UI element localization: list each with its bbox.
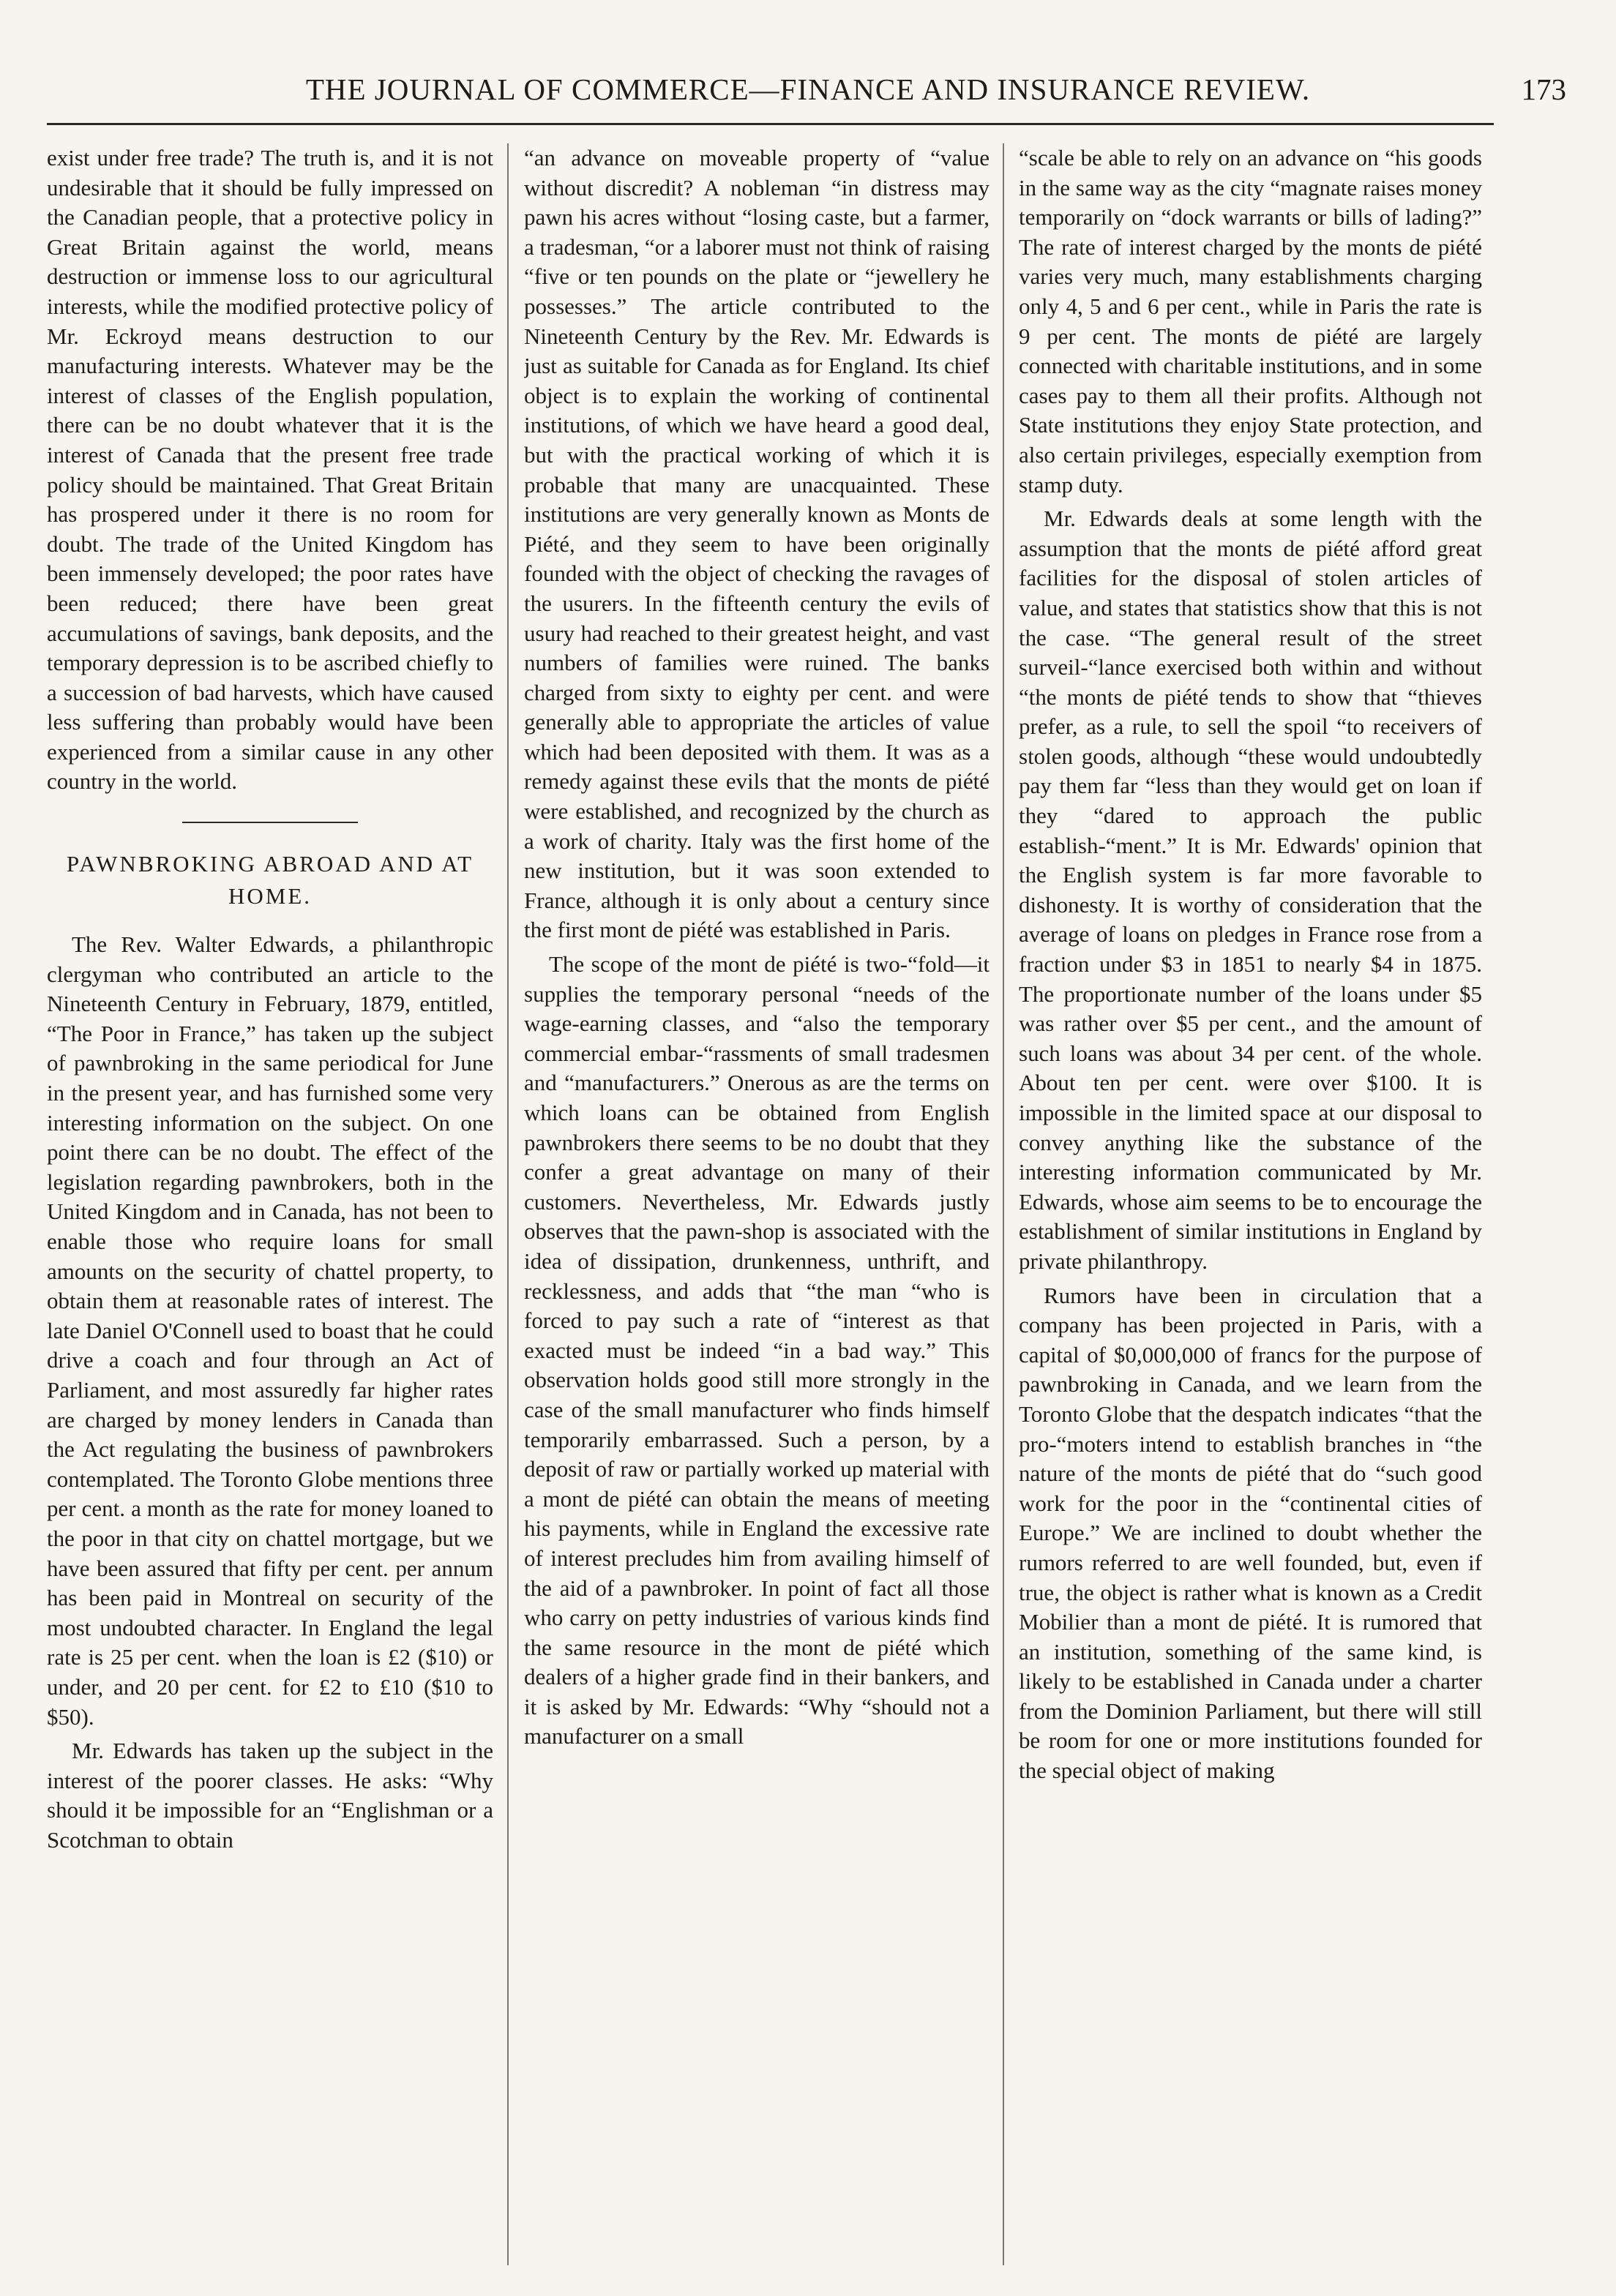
paragraph: Mr. Edwards has taken up the subject in the interest of the poorer classes. He asks: “Why should it be impossible for an “Englishman or a Scotchman to obtain	[47, 1738, 493, 1853]
running-head: THE JOURNAL OF COMMERCE—FINANCE AND INSURANCE REVIEW.	[305, 72, 1311, 106]
paragraph: Mr. Edwards deals at some length with the assumption that the monts de piété afford great facilities for the disposal of stolen articles of value, and states that statistics show that this is not the case. “The general result of the street surveil-“lance exercised both within and without “the monts de piété tends to show that “thieves prefer, as a rule, to sell the spoil “to receivers of stolen goods, although “these would undoubtedly pay them far “less than they would get on loan if they “dared to approach the public establish-“ment.” It is Mr. Edwards' opinion that the English system is far more favorable to dishonesty. It is worthy of consideration that the average of loans on pledges in France rose from a fraction under $3 in 1851 to nearly $4 in 1875. The proportionate number of the loans under $5 was rather over $5 per cent., and the amount of such loans was about 34 per cent. of the whole. About ten per cent. were over $100. It is impossible in the limited space at our disposal to convey anything like the substance of the interesting information communicated by Mr. Edwards, whose aim seems to be to encourage the establishment of similar institutions in England by private philanthropy.	[1019, 506, 1482, 1274]
column-divider	[1003, 143, 1004, 2265]
section-heading: PAWNBROKING ABROAD AND AT HOME.	[66, 851, 474, 909]
column-2	[524, 143, 990, 2265]
paragraph: “an advance on moveable property of “value without discredit? A nobleman “in distress may pawn his acres without “losing caste, but a farmer, a tradesman, “or a laborer must not think of raising “five or ten pounds on the plate or “jewellery he possesses.” The article contributed to the Nineteenth Century by the Rev. Mr. Edwards is just as suitable for Canada as for England. Its chief object is to explain the working of continental institutions, of which we have heard a good deal, but with the practical working of which it is probable that many are unacquainted. These institutions are very generally known as Monts de Piété, and they seem to have been originally founded with the object of checking the ravages of the usurers. In the fifteenth century the evils of usury had reached to their greatest height, and vast numbers of families were ruined. The banks charged from sixty to eighty per cent. and were generally able to appropriate the articles of value which had been deposited with them. It was as a remedy against these evils that the monts de piété were established, and recognized by the church as a work of charity. Italy was the first home of the new institution, but it was soon extended to France, although it is only about a century since the first mont de piété was established in Paris.	[524, 145, 990, 943]
paragraph: The Rev. Walter Edwards, a philanthropic clergyman who contributed an article to the Nineteenth Century in February, 1879, entitled, “The Poor in France,” has taken up the subject of pawnbroking in the same periodical for June in the present year, and has furnished some very interesting information on the subject. On one point there can be no doubt. The effect of the legislation regarding pawnbrokers, both in the United Kingdom and in Canada, has not been to enable those who require loans for small amounts on the security of chattel property, to obtain them at reasonable rates of interest. The late Daniel O'Connell used to boast that he could drive a coach and four through an Act of Parliament, and most assuredly far higher rates are charged by money lenders in Canada than the Act regulating the business of pawnbrokers contemplated. The Toronto Globe mentions three per cent. a month as the rate for money loaned to the poor in that city on chattel mortgage, but we have been assured that fifty per cent. per annum has been paid in Montreal on security of the most undoubted character. In England the legal rate is 25 per cent. when the loan is £2 ($10) or under, and 20 per cent. for £2 to £10 ($10 to $50).	[47, 931, 493, 1730]
paragraph: “scale be able to rely on an advance on “his goods in the same way as the city “magnate raises money temporarily on “dock warrants or bills of lading?” The rate of interest charged by the monts de piété varies very much, many establishments charging only 4, 5 and 6 per cent., while in Paris the rate is 9 per cent. The monts de piété are largely connected with charitable institutions, and in some cases pay to them all their profits. Although not State institutions they enjoy State protection, and also certain privileges, especially exemption from stamp duty.	[1019, 145, 1482, 498]
section-rule	[182, 822, 358, 823]
column-3	[1019, 143, 1482, 2265]
page-number: 173	[1521, 72, 1566, 106]
column-1	[47, 143, 493, 2265]
column-divider	[507, 143, 509, 2265]
page-header	[47, 72, 1566, 116]
paragraph: Rumors have been in circulation that a company has been projected in Paris, with a capital of $0,000,000 of francs for the purpose of pawnbroking in Canada, and we learn from the Toronto Globe that the despatch indicates “that the pro-“moters intend to establish branches in “the nature of the monts de piété that do “such good work for the poor in the “continental cities of Europe.” We are inclined to doubt whether the rumors referred to are well founded, but, even if true, the object is rather what is known as a Credit Mobilier than a mont de piété. It is rumored that an institution, something of the same kind, is likely to be established in Canada under a charter from the Dominion Parliament, but there will still be room for one or more institutions founded for the special object of making	[1019, 1282, 1482, 1784]
paragraph: The scope of the mont de piété is two-“fold—it supplies the temporary personal “needs of the wage-earning classes, and “also the temporary commercial embar-“rassments of small tradesmen and “manufacturers.” Onerous as are the terms on which loans can be obtained from English pawnbrokers there seems to be no doubt that they confer a great advantage on many of their customers. Nevertheless, Mr. Edwards justly observes that the pawn-shop is associated with the idea of dissipation, drunkenness, unthrift, and recklessness, and adds that “the man “who is forced to pay such a rate of “interest as that exacted must be indeed “in a bad way.” This observation holds good still more strongly in the case of the small manufacturer who finds himself temporarily embarrassed. Such a person, by a deposit of raw or partially worked up material with a mont de piété can obtain the means of meeting his payments, while in England the excessive rate of interest precludes him from availing himself of the aid of a pawnbroker. In point of fact all those who carry on petty industries of various kinds find the same resource in the mont de piété which dealers of a higher grade find in their bankers, and it is asked by Mr. Edwards: “Why “should not a manufacturer on a small	[524, 951, 990, 1749]
header-rule	[47, 123, 1494, 125]
paragraph: exist under free trade? The truth is, and it is not undesirable that it should be fully impressed on the Canadian people, that a protective policy in Great Britain against the world, means destruction or immense loss to our agricultural interests, while the modified protective policy of Mr. Eckroyd means destruction to our manufacturing interests. Whatever may be the interest of classes of the English population, there can be no doubt whatever that it is the interest of Canada that the present free trade policy should be maintained. That Great Britain has prospered under it there is no room for doubt. The trade of the United Kingdom has been immensely developed; the poor rates have been reduced; there have been great accumulations of savings, bank deposits, and the temporary depression is to be ascribed chiefly to a succession of bad harvests, which have caused less suffering than probably would have been experienced from a similar cause in any other country in the world.	[47, 145, 493, 795]
